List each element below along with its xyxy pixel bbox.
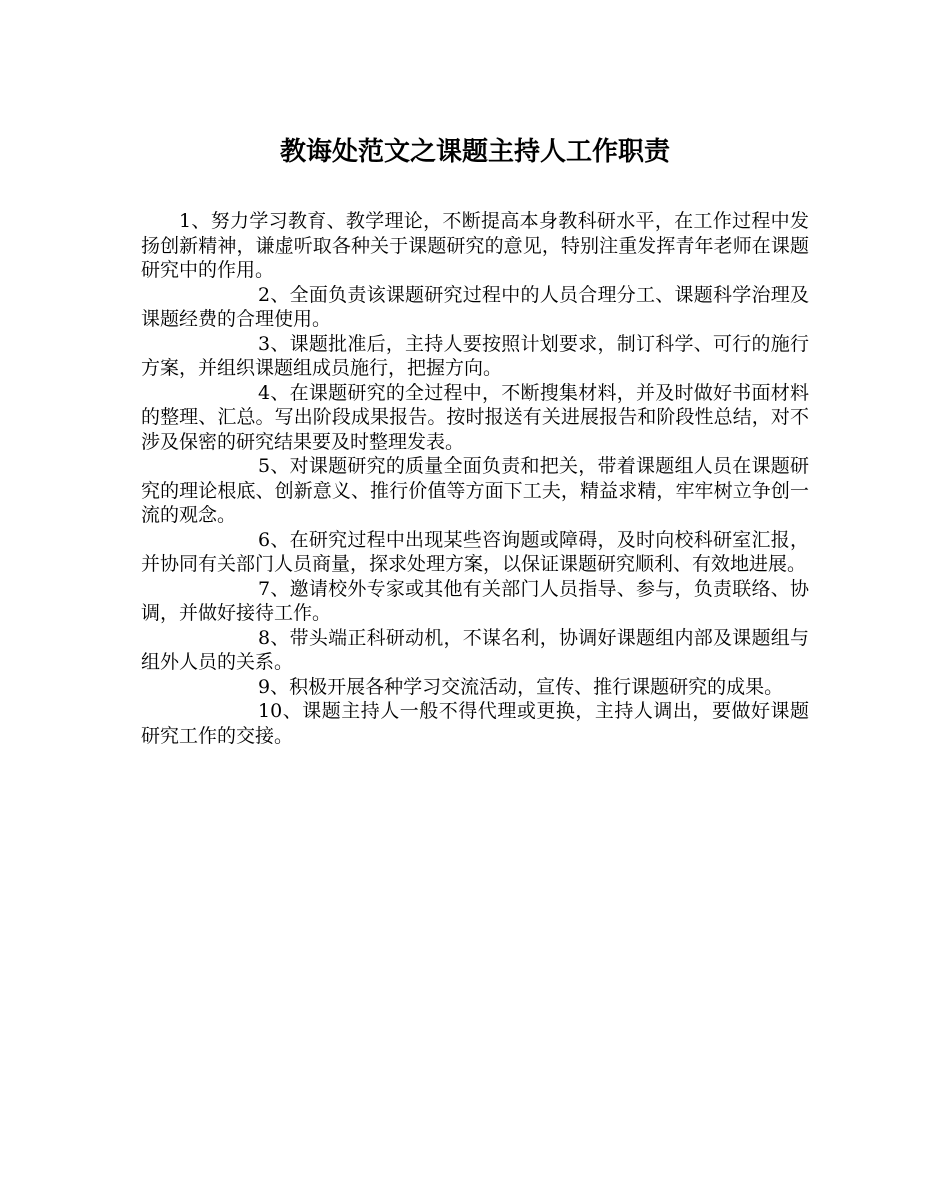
- paragraph-10: 10、课题主持人一般不得代理或更换，主持人调出，要做好课题研究工作的交接。: [141, 700, 809, 747]
- paragraph-8: 8、带头端正科研动机，不谋名利，协调好课题组内部及课题组与组外人员的关系。: [141, 626, 809, 673]
- paragraph-9: 9、积极开展各种学习交流活动，宣传、推行课题研究的成果。: [258, 675, 784, 698]
- paragraph-2: 2、全面负责该课题研究过程中的人员合理分工、课题科学治理及课题经费的合理使用。: [141, 283, 809, 330]
- paragraph-7: 7、邀请校外专家或其他有关部门人员指导、参与，负责联络、协调，并做好接待工作。: [141, 577, 809, 624]
- paragraph-1: 1、努力学习教育、教学理论，不断提高本身教科研水平，在工作过程中发扬创新精神，谦虚听取各种关于课题研究的意见，特别注重发挥青年老师在课题研究中的作用。: [141, 210, 809, 281]
- document-title: 教诲处范文之课题主持人工作职责: [279, 137, 670, 167]
- document-body: [141, 209, 809, 748]
- paragraph-4: 4、在课题研究的全过程中，不断搜集材料，并及时做好书面材料的整理、汇总。写出阶段成果报告。按时报送有关进展报告和阶段性总结，对不涉及保密的研究结果要及时整理发表。: [141, 381, 809, 453]
- paragraph-3: 3、课题批准后，主持人要按照计划要求，制订科学、可行的施行方案，并组织课题组成员施行，把握方向。: [141, 332, 809, 379]
- paragraph-5: 5、对课题研究的质量全面负责和把关，带着课题组人员在课题研究的理论根底、创新意义、推行价值等方面下工夫，精益求精，牢牢树立争创一流的观念。: [141, 455, 809, 526]
- paragraph-6: 6、在研究过程中出现某些咨询题或障碍，及时向校科研室汇报，并协同有关部门人员商量，探求处理方案，以保证课题研究顺利、有效地进展。: [141, 528, 809, 575]
